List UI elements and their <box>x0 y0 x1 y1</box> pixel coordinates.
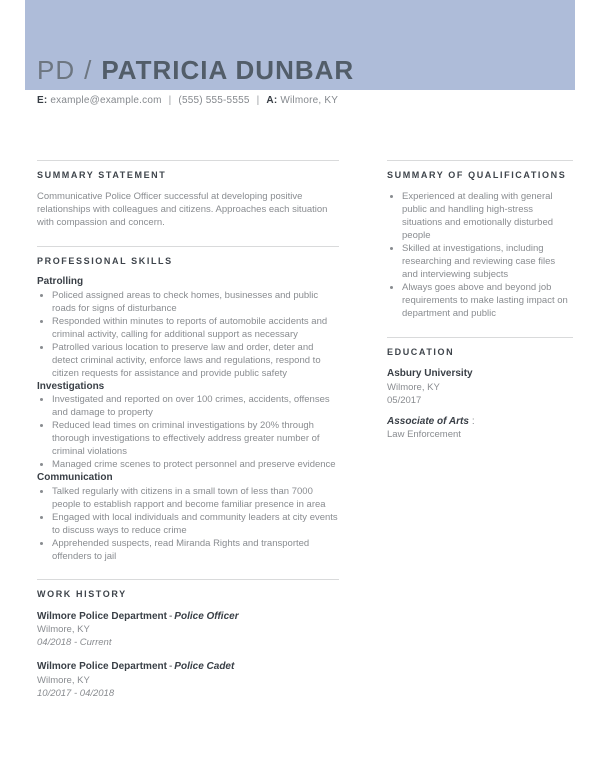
education-location: Wilmore, KY <box>387 381 440 393</box>
skill-group-patrolling <box>37 275 339 380</box>
skill-group-title: Patrolling <box>37 276 84 287</box>
job-employer: Wilmore Police Department <box>37 661 167 672</box>
candidate-name: PATRICIA DUNBAR <box>101 55 355 85</box>
education-school: Asbury University <box>387 368 473 379</box>
qualifications-heading: SUMMARY OF QUALIFICATIONS <box>387 170 567 180</box>
qualification-bullet: • Always goes above and beyond job requirements to make lasting impact on department and public <box>402 281 573 320</box>
contact-divider: | <box>256 95 260 106</box>
skill-bullet: • Responded within minutes to reports of automobile accidents and criminal activity, calling for additional support as necessary <box>52 315 339 341</box>
job-separator: - <box>168 661 173 672</box>
job-dates: 04/2018 - Current <box>37 637 112 648</box>
email-value: example@example.com <box>50 95 162 106</box>
education-heading: EDUCATION <box>387 347 455 357</box>
education-degree-colon: : <box>471 415 475 427</box>
skill-bullet: • Apprehended suspects, read Miranda Rights and transported offenders to jail <box>52 537 339 563</box>
skill-bullet: • Patrolled various location to preserve law and order, deter and detect criminal activity, enforce laws and regulations, respond to citizen requests for assistance and provide public safety <box>52 341 339 380</box>
qualification-bullet: • Skilled at investigations, including researching and reviewing case files and interviewing subjects <box>402 242 573 281</box>
section-divider <box>37 246 339 247</box>
job-role: Police Officer <box>174 610 239 622</box>
job-dates: 10/2017 - 04/2018 <box>37 687 115 699</box>
job-title-line <box>37 660 339 674</box>
section-work-history <box>37 579 339 700</box>
name-line <box>37 57 354 83</box>
email-label: E: <box>37 95 48 106</box>
header-banner <box>25 0 575 90</box>
job-separator: - <box>168 610 173 622</box>
section-divider <box>37 160 339 161</box>
summary-heading: SUMMARY STATEMENT <box>37 170 167 180</box>
job-title-line <box>37 610 339 624</box>
summary-text: Communicative Police Officer successful at developing positive relationships with colleagues and citizens. Approaches each situation with compassion and concern. <box>37 191 328 228</box>
address-label: A: <box>266 95 278 106</box>
skill-group-investigations <box>37 380 339 472</box>
job-employer: Wilmore Police Department <box>37 610 167 622</box>
education-degree-line <box>387 415 573 429</box>
job-entry <box>37 610 339 650</box>
job-location: Wilmore, KY <box>37 674 90 686</box>
left-column <box>37 147 339 700</box>
qualification-bullet: • Experienced at dealing with general public and handling high-stress situations and emotionally disturbed people <box>402 190 573 242</box>
contact-line <box>37 95 338 106</box>
section-divider <box>37 579 339 580</box>
skill-bullet-list <box>37 289 339 380</box>
job-role: Police Cadet <box>174 661 235 672</box>
skill-group-title: Communication <box>37 472 113 483</box>
education-date: 05/2017 <box>387 394 422 406</box>
education-field: Law Enforcement <box>387 429 461 440</box>
job-entry <box>37 660 339 700</box>
skill-bullet: • Engaged with local individuals and community leaders at city events to discuss ways to reduce crime <box>52 511 339 537</box>
skill-bullet: • Policed assigned areas to check homes, businesses and public roads for signs of disturbance <box>52 289 339 315</box>
section-qualifications <box>387 160 573 320</box>
section-summary-statement <box>37 160 339 229</box>
phone-value: (555) 555-5555 <box>178 95 250 106</box>
skill-bullet: • Investigated and reported on over 100 crimes, accidents, offenses and damage to property <box>52 393 339 419</box>
section-education <box>387 337 573 441</box>
work-history-heading: WORK HISTORY <box>37 588 127 599</box>
skill-bullet: • Talked regularly with citizens in a small town of less than 7000 people to establish rapport and become familiar presence in area <box>52 485 339 511</box>
skill-bullet: • Reduced lead times on criminal investigations by 20% through thorough investigations to effectively address greater number of criminal violations <box>52 419 339 458</box>
qualifications-list <box>387 190 573 320</box>
right-column <box>387 147 573 700</box>
skill-group-communication <box>37 471 339 563</box>
job-location: Wilmore, KY <box>37 624 90 635</box>
skills-list <box>37 275 339 563</box>
address-value: Wilmore, KY <box>280 95 339 106</box>
section-divider <box>387 160 573 161</box>
skills-heading: PROFESSIONAL SKILLS <box>37 256 173 266</box>
initials-monogram: PD <box>37 55 76 85</box>
name-slash-separator: / <box>84 55 93 85</box>
content-columns <box>37 147 573 700</box>
skill-bullet-list <box>37 393 339 471</box>
skill-bullet-list <box>37 485 339 563</box>
education-degree: Associate of Arts <box>387 415 469 427</box>
skill-bullet: • Managed crime scenes to protect personnel and preserve evidence <box>52 458 339 471</box>
skill-group-title: Investigations <box>37 380 105 392</box>
contact-divider: | <box>168 95 172 106</box>
education-entry <box>387 367 573 441</box>
section-professional-skills <box>37 246 339 563</box>
section-divider <box>387 337 573 338</box>
